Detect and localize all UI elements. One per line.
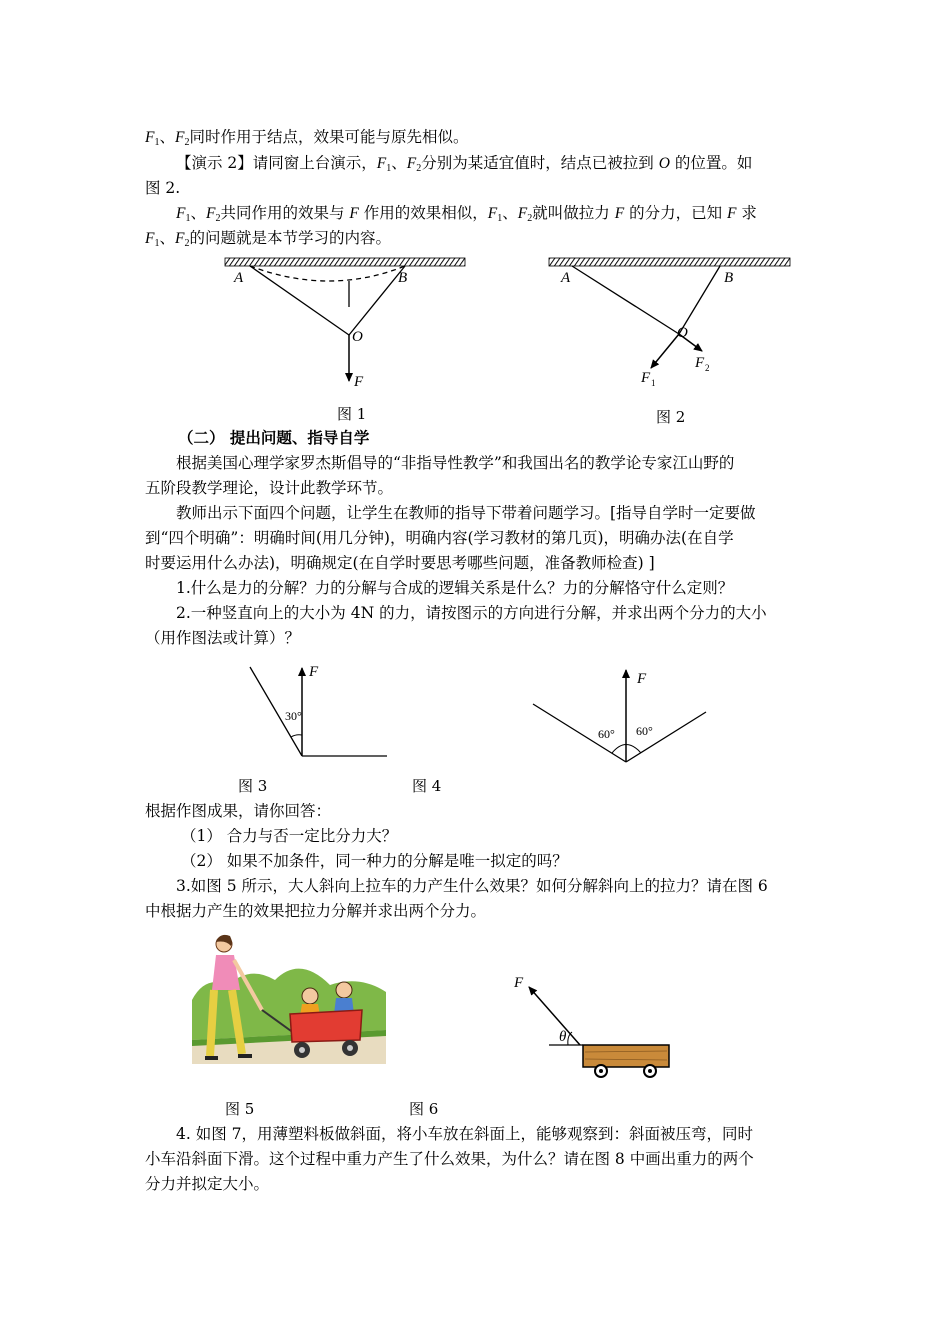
- label-o: O: [677, 325, 688, 341]
- label-theta: θ: [559, 1029, 567, 1045]
- caption-fig6: 图 6: [409, 1100, 439, 1118]
- sub-question-1: （1） 合力与否一定比分力大？: [181, 827, 398, 845]
- question-1: 1.什么是力的分解？力的分解与合成的逻辑关系是什么？力的分解恪守什么定则？: [176, 579, 734, 597]
- label-f: F: [637, 671, 647, 687]
- para-2-cont-1: 到“四个明确”：明确时间(用几分钟)，明确内容(学习教材的第几页)，明确办法(在自学: [145, 529, 734, 547]
- force-f-arrow: [529, 987, 580, 1045]
- caption-fig5: 图 5: [225, 1100, 255, 1118]
- para-1: 根据美国心理学家罗杰斯倡导的“非指导性教学”和我国出名的教学论专家江山野的: [176, 454, 735, 472]
- question-4: 4. 如图 7，用薄塑料板做斜面，将小车放在斜面上，能够观察到：斜面被压弯，同时: [176, 1125, 754, 1143]
- label-f1-sub: 1: [651, 378, 656, 388]
- text-line-1: $F_1$、$F_2$同时作用于结点，效果可能与原先相似。: [145, 128, 469, 148]
- question-4-cont-2: 分力并拟定大小。: [145, 1175, 270, 1193]
- section-heading: （二） 提出问题、指导自学: [178, 428, 370, 447]
- label-f2: F: [695, 355, 705, 371]
- text-line-3: $F_1$、$F_2$共同作用的效果与 F 作用的效果相似，$F_1$、$F_2$就叫做拉力 F 的分力，已知 F 求: [176, 204, 757, 224]
- label-f: F: [354, 374, 364, 390]
- answer-lead: 根据作图成果，请你回答：: [145, 802, 332, 820]
- label-angle-1: 60°: [598, 727, 615, 741]
- text-line-demo2: 【演示 2】请同窗上台演示，$F_1$、$F_2$分别为某适宜值时，结点已被拉到 O 的位置。如: [176, 154, 753, 174]
- caption-fig1: 图 1: [337, 405, 367, 423]
- caption-fig3: 图 3: [238, 777, 268, 795]
- cart-wheel-2-hub: [648, 1069, 652, 1073]
- cart-wheel-1-hub: [599, 1069, 603, 1073]
- text-line-demo2-cont: 图 2.: [145, 179, 181, 197]
- label-angle: 30°: [285, 709, 302, 723]
- label-f1: F: [641, 370, 651, 386]
- caption-fig4: 图 4: [412, 777, 442, 795]
- question-2: 2.一种竖直向上的大小为 4N 的力，请按图示的方向进行分解，并求出两个分力的大小: [176, 604, 767, 622]
- question-2-cont: （用作图法或计算）？: [145, 629, 301, 647]
- label-a: A: [561, 270, 571, 286]
- label-f: F: [309, 664, 319, 680]
- label-f2-sub: 2: [705, 363, 710, 373]
- caption-fig2: 图 2: [656, 408, 686, 426]
- theta-arc: [568, 1032, 572, 1045]
- para-2: 教师出示下面四个问题，让学生在教师的指导下带着问题学习。[指导自学时一定要做: [176, 504, 756, 522]
- label-f: F: [514, 975, 524, 991]
- sub-question-2: （2） 如果不加条件，同一种力的分解是唯一拟定的吗？: [181, 852, 568, 870]
- question-4-cont-1: 小车沿斜面下滑。这个过程中重力产生了什么效果，为什么？请在图 8 中画出重力的两个: [145, 1150, 754, 1168]
- text-line-3-cont: $F_1$、$F_2$的问题就是本节学习的内容。: [145, 229, 391, 249]
- label-b: B: [724, 270, 734, 286]
- label-o: O: [352, 329, 363, 345]
- para-1-cont: 五阶段教学理论，设计此教学环节。: [145, 479, 394, 497]
- label-a: A: [234, 270, 244, 286]
- label-angle-2: 60°: [636, 724, 653, 738]
- cart-body: [583, 1045, 669, 1067]
- question-3-cont: 中根据力产生的效果把拉力分解并求出两个分力。: [145, 902, 487, 920]
- para-2-cont-2: 时要运用什么办法)，明确规定(在自学时要思考哪些问题，准备教师检查) ]: [145, 554, 655, 572]
- question-3: 3.如图 5 所示，大人斜向上拉车的力产生什么效果？如何分解斜向上的拉力？请在图 6: [176, 877, 768, 895]
- label-b: B: [398, 270, 408, 286]
